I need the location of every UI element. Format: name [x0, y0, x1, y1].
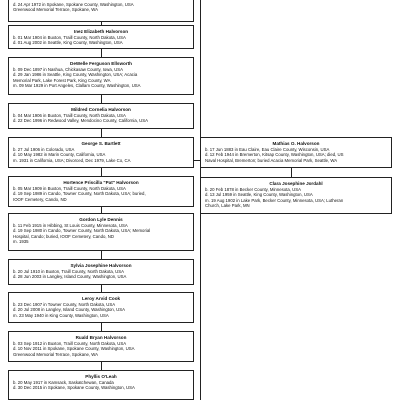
person-box-leroy[interactable] [8, 292, 194, 323]
burial-line: Memorial Park, Lake Forest Park, King County, WA [13, 77, 111, 83]
person-name: Mildred Cornelia Halvorson [71, 107, 131, 112]
birth-line: b. 05 Mar 1909 in Buxton, Traill County, North Dakota, USA [13, 186, 126, 191]
burial-line: Greenwood Memorial Terrace, Spokane, WA [13, 351, 99, 357]
person-name: Inez Elizabeth Halvorson [73, 29, 129, 34]
person-box-inez[interactable] [8, 25, 194, 49]
person-box-phyllis[interactable] [8, 370, 194, 400]
person-name: Gordon Lyle Dennis [79, 217, 123, 222]
marriage-line: m. 1931 in California, USA; Divorced, Dec 1979, Lake Co, CA [13, 157, 131, 163]
person-box-hortence[interactable] [8, 176, 194, 207]
burial-line: Naval Hospital, Bremerton; buried Acacia Memorial Park, Seattle, WA [205, 157, 338, 163]
person-name: Phyllis O'Leah [85, 374, 117, 379]
death-line: d. 22 Dec 1996 in Redwood Valley, Mendocino County, California, USA [13, 118, 148, 124]
person-box-mildred[interactable] [8, 103, 194, 129]
marriage-line: m. 09 Mar 1929 in Port Angeles, Clallam County, Washington, USA [13, 83, 141, 89]
death-line: d. 30 Dec 2015 in Spokane, Spokane County, Washington, USA [13, 385, 135, 391]
birth-line: b. 20 May 1917 in Kamsack, Saskatchewan, Canada [13, 380, 114, 385]
person-name: Ruald Bryan Halvorson [75, 335, 127, 340]
birth-line: b. 20 Jul 1910 in Buxton, Traill County, North Dakota, USA [13, 269, 124, 274]
person-box-george[interactable] [8, 137, 194, 168]
death-line: d. 20 Jul 2008 in Langley, Island County, Washington, USA [13, 307, 125, 313]
person-box-clara[interactable] [200, 177, 392, 214]
person-name: DeWelle Ferguson Ellsworth [70, 61, 132, 66]
birth-line: b. 01 Mar 1904 in Buxton, Traill County, North Dakota, USA [13, 35, 126, 40]
person-name: Hortence Priscilla "Pat" Halvorson [63, 180, 139, 185]
death-line: d. 10 May 1982 in Marin County, California, USA [13, 152, 106, 158]
death-line: d. 13 Jul 1959 in Seattle, King County, Washington, USA [205, 192, 313, 198]
person-box-dewelle[interactable] [8, 57, 194, 95]
burial-line: Hospital, Cando; buried, IOOF Cemetery, Cando, ND [13, 233, 114, 239]
person-name: Leroy Arvid Cook [81, 296, 121, 301]
person-box-sylvia[interactable] [8, 259, 194, 285]
death-line: d. 29 Jan 1986 in Seattle, King County, Washington, USA; Acacia [13, 72, 138, 78]
death-line: d. 19 Sep 1980 in Cando, Towner County, North Dakota, USA; Memorial [13, 228, 151, 234]
person-box-gordon[interactable] [8, 213, 194, 251]
marriage-line: m. 19 Aug 1902 in Lake Park, Becker County, Minnesota, USA; Lutheran [205, 197, 344, 203]
person-name: Sylvia Josephine Halvorson [70, 263, 132, 268]
marriage-line: m. 23 May 1940 in King County, Washington, USA [13, 312, 109, 318]
birth-line: b. 09 Dec 1897 in Nashua, Chickasaw County, Iowa, USA [13, 67, 124, 72]
person-name: George S. Bartlett [81, 141, 121, 146]
birth-line: b. 17 Jun 1883 in Eau Claire, Eau Claire County, Wisconsin, USA [205, 147, 330, 152]
person-box-mathias[interactable] [200, 137, 392, 168]
person-name: Clara Josephine Jordahl [269, 181, 323, 186]
birth-line: b. 23 Dec 1907 in Towner County, North Dakota, USA [13, 302, 116, 307]
birth-line: b. 03 Sep 1912 in Buxton, Traill County, North Dakota, USA [13, 341, 127, 346]
death-line: d. 24 Apr 1972 in Spokane, Spokane County, Washington, USA [13, 2, 134, 7]
person-box-top[interactable] [8, 0, 194, 22]
death-line: d. 28 Jun 2003 in Langley, Island County, Washington, USA [13, 274, 127, 280]
birth-line: b. 04 Mar 1906 in Buxton, Traill County, North Dakota, USA [13, 113, 126, 118]
death-line: d. 19 Sep 1989 in Cando, Towner County, North Dakota, USA; buried, [13, 191, 146, 197]
birth-line: b. 11 Feb 1915 in Hibbing, St Louis County, Minnesota, USA [13, 223, 128, 228]
marriage-line: m. 1935 [13, 239, 29, 245]
connector-vertical-spouse [291, 168, 292, 177]
person-box-ruald[interactable] [8, 331, 194, 362]
birth-line: b. 20 Feb 1878 in Becker County, Minnesota, USA [205, 187, 301, 192]
death-line: d. 10 Nov 2011 in Spokane, Spokane County, Washington, USA [13, 346, 135, 352]
burial-line: Greenwood Memorial Terrace, Spokane, WA [13, 7, 99, 13]
marriage-place-line: Church, Lake Park, MN [205, 203, 250, 209]
death-line: d. 01 Aug 2002 in Seattle, King County, Washington, USA [13, 40, 123, 46]
person-name: Mathias O. Halvorson [272, 141, 320, 146]
death-line: d. 12 Feb 1944 in Bremerton, Kitsap County, Washington, USA; died, US [205, 152, 344, 158]
burial-line: IOOF Cemetery, Cando, ND [13, 196, 67, 202]
birth-line: b. 27 Jul 1906 in Colorado, USA [13, 147, 75, 152]
